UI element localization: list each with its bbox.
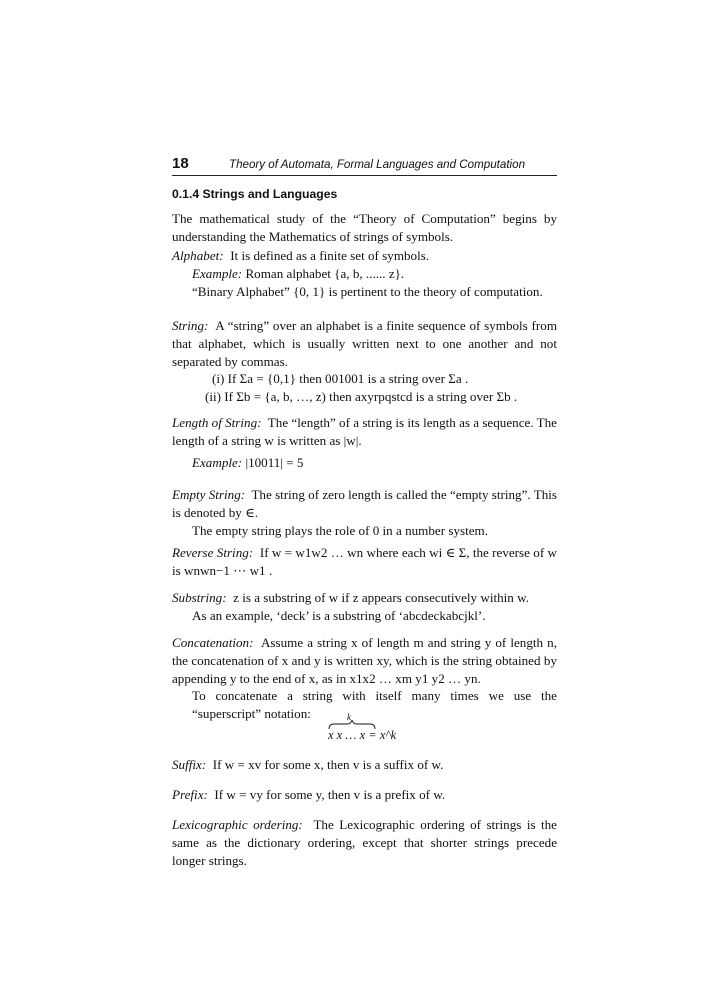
lexico-block	[172, 816, 557, 869]
suffix-block	[172, 756, 557, 774]
length-text: The “length” of a string is its length as a sequence. The length of a string w is written as |w|.	[172, 415, 557, 448]
brace-label: k	[347, 712, 351, 722]
section-heading: 0.1.4 Strings and Languages	[172, 187, 338, 201]
concat-text-2: To concatenate a string with itself many times we use the “superscript” notation:	[192, 688, 557, 722]
substring-example: As an example, ‘deck’ is a substring of ‘abcdeckabcjkl’.	[192, 607, 486, 623]
lexico-text: The Lexicographic ordering of strings is the same as the dictionary ordering, except that shorter strings precede longer strings.	[172, 817, 557, 868]
intro-paragraph	[172, 210, 557, 246]
lexico-label: Lexicographic ordering:	[172, 817, 303, 832]
substring-text: z is a substring of w if z appears consecutively within w.	[233, 590, 529, 605]
prefix-block	[172, 786, 557, 804]
string-block	[172, 317, 557, 406]
length-example-text: |10011| = 5	[245, 454, 304, 470]
empty-label: Empty String:	[172, 487, 246, 502]
alphabet-label: Alphabet:	[172, 248, 224, 263]
string-label: String:	[172, 318, 209, 333]
alphabet-example-text: Roman alphabet {a, b, ...... z}.	[245, 265, 405, 281]
prefix-text: If w = vy for some y, then v is a prefix of w.	[214, 787, 446, 802]
length-block	[172, 414, 557, 471]
running-title: Theory of Automata, Formal Languages and Computation	[229, 158, 526, 171]
suffix-label: Suffix:	[172, 757, 207, 772]
alphabet-text: It is defined as a finite set of symbols.	[230, 248, 430, 263]
reverse-label: Reverse String:	[172, 545, 254, 560]
string-item-2: (ii) If Σb = {a, b, …, z) then axyrpqstcd is a string over Σb .	[205, 389, 518, 405]
empty-text-2: The empty string plays the role of 0 in a number system.	[192, 522, 489, 538]
string-item-1: (i) If Σa = {0,1} then 001001 is a string over Σa .	[212, 371, 469, 387]
substring-block	[172, 589, 557, 625]
suffix-text: If w = xv for some x, then v is a suffix of w.	[212, 757, 444, 772]
length-example-label: Example:	[192, 454, 243, 470]
empty-text: The string of zero length is called the “empty string”. This is denoted by ∈.	[172, 487, 558, 520]
running-header	[172, 157, 557, 176]
string-text: A “string” over an alphabet is a finite sequence of symbols from that alphabet, which is usually written next to one another and not separated by commas.	[172, 318, 558, 369]
formula-text: x x … x = x^k	[328, 728, 397, 742]
prefix-label: Prefix:	[172, 787, 208, 802]
page-number: 18	[172, 155, 189, 172]
binary-alphabet-text: “Binary Alphabet” {0, 1} is pertinent to the theory of computation.	[192, 283, 543, 299]
concat-formula	[326, 714, 406, 746]
concat-label: Concatenation:	[172, 635, 254, 650]
reverse-block	[172, 544, 557, 580]
substring-label: Substring:	[172, 590, 227, 605]
empty-block	[172, 486, 557, 539]
concat-block	[172, 634, 557, 723]
reverse-text: If w = w1w2 … wn where each wi ∈ Σ, the reverse of w is wnwn−1 ⋯ w1 .	[172, 545, 557, 578]
length-label: Length of String:	[172, 415, 262, 430]
alphabet-block	[172, 247, 557, 300]
intro-text: The mathematical study of the “Theory of Computation” begins by understanding the Mathematics of strings of symbols.	[172, 211, 557, 244]
concat-text: Assume a string x of length m and string y of length n, the concatenation of x and y is written xy, which is the string obtained by appending y to the end of x, as in x1x2 … xm y1 y2 … yn.	[172, 635, 557, 686]
alphabet-example-label: Example:	[192, 265, 243, 281]
